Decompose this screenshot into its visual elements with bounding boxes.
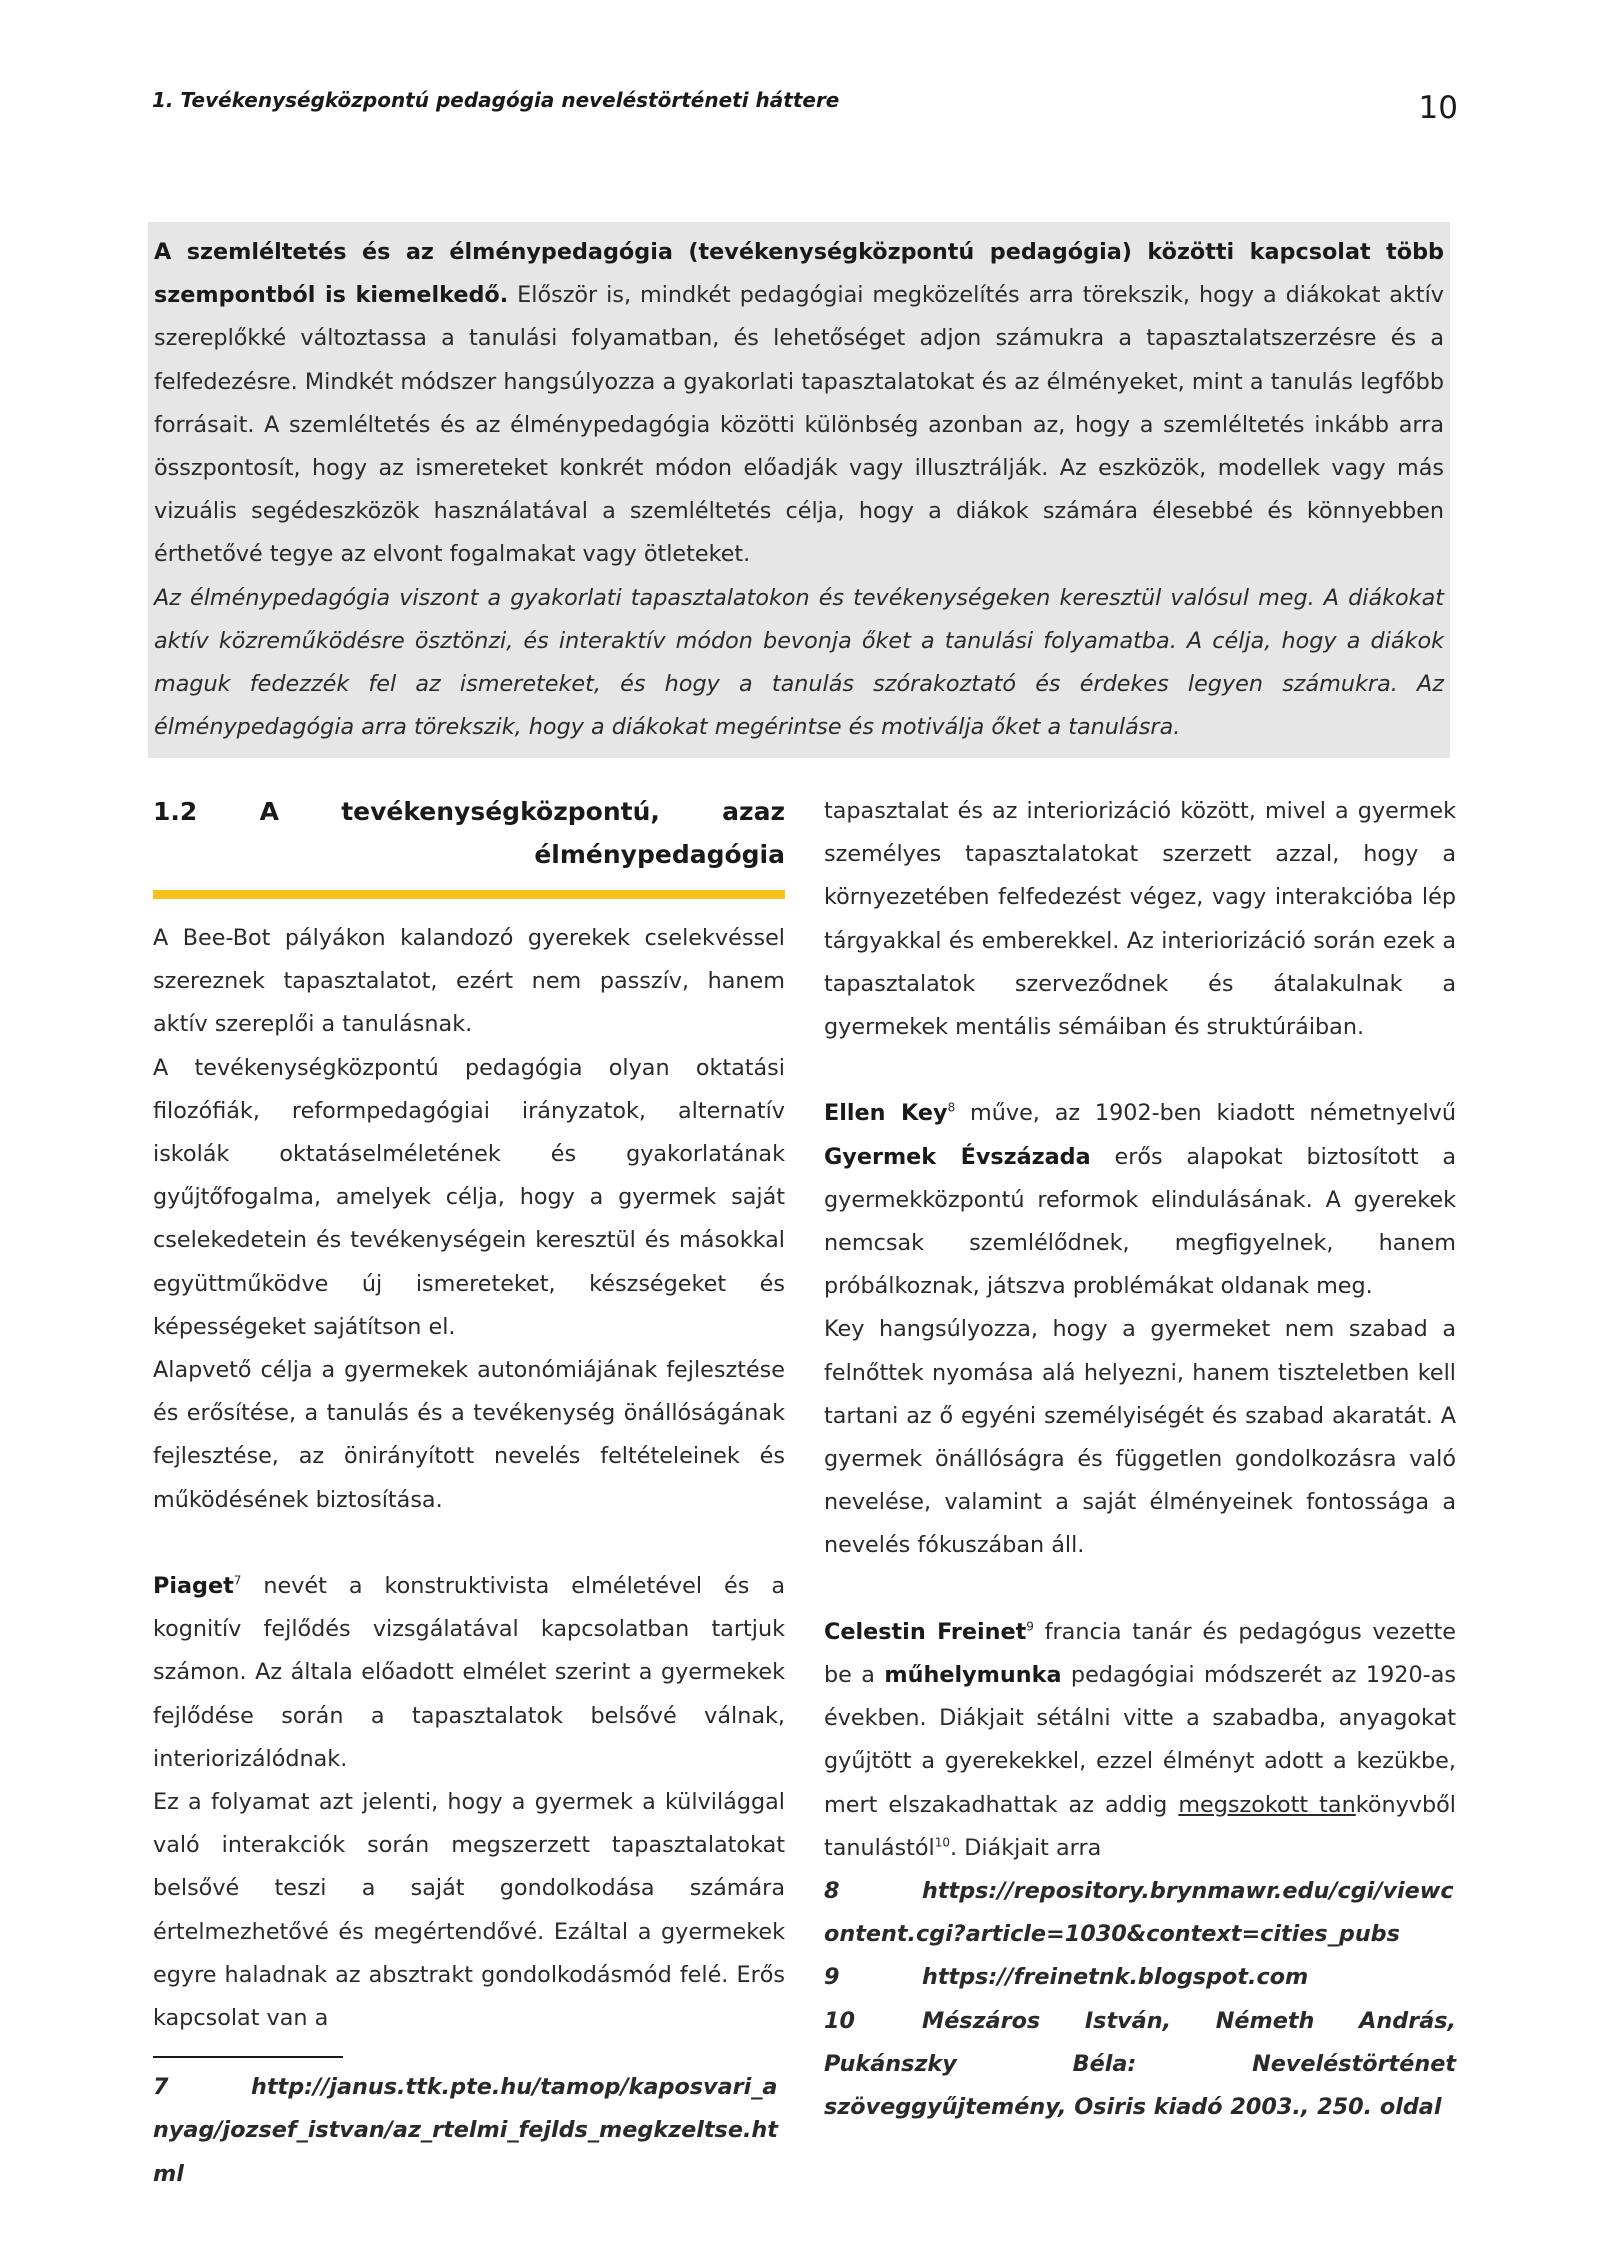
footnote-ref-7: 7: [233, 1573, 242, 1588]
ellen-key-name: Ellen Key: [824, 1100, 948, 1127]
underlined-text: megszokott tan: [1178, 1791, 1356, 1818]
method-name: műhelymunka: [884, 1662, 1062, 1689]
footnote-ref-9: 9: [1026, 1619, 1034, 1634]
right-paragraph-4-text-4: . Diákjait arra: [950, 1834, 1102, 1861]
left-paragraph-5: Ez a folyamat azt jelenti, hogy a gyermek a külvilággal való interakciók során megszerzett tapasztalatokat belsővé teszi a saját gondolkodása számára értelmezhetővé és megértendővé. Ezáltal a gyermekek egyre haladnak az absztrakt gondolkodásmód felé. Erős kapcsolat van a: [153, 1789, 785, 2032]
box-bold-lead: A szemléltetés és az élménypedagógia (tevékenységközpontú pedagógia) közötti kapcsolat több szempontból is kiemelkedő.: [154, 239, 1444, 309]
footnote-10: [824, 2000, 1456, 2130]
left-paragraph-1: A Bee-Bot pályákon kalandozó gyerekek cselekvéssel szereznek tapasztalatot, ezért nem passzív, hanem aktív szereplői a tanulásnak.: [153, 925, 785, 1038]
left-paragraph-4: [153, 1565, 785, 1781]
right-paragraph-2-text: műve, az 1902-ben kiadott németnyelvű: [955, 1100, 1456, 1127]
right-paragraph-2: [824, 1092, 1456, 1308]
right-paragraph-4-text: francia tanár és pedagógus vezette be a: [824, 1618, 1456, 1689]
footnote-8: [824, 1870, 1456, 1956]
left-paragraph-3: Alapvető célja a gyermekek autonómiájának fejlesztése és erősítése, a tanulás és a tevékenység önállóságának fejlesztése, az önirányított nevelés feltételeinek és működésének biztosítása.: [153, 1357, 785, 1513]
footnote-link[interactable]: https://repository.brynmawr.edu/cgi/viewcontent.cgi?article=1030&context=cities_pubs: [824, 1878, 1454, 1948]
box-italic-paragraph: Az élménypedagógia viszont a gyakorlati tapasztalatokon és tevékenységeken keresztül valósul meg. A diákokat aktív közreműködésre ösztönzi, és interaktív módon bevonja őket a tanulási folyamatba. A célja, hogy a diákok maguk fedezzék fel az ismereteket, és hogy a tanulás szórakoztató és érdekes legyen számukra. Az élménypedagógia arra törekszik, hogy a diákokat megérintse és motiválja őket a tanulásra.: [154, 584, 1444, 741]
right-paragraph-4-text-2: pedagógiai módszerét az 1920-as években. Diákjait sétálni vitte a szabadba, anyagokat gyűjtött a gyerekekkel, ezzel élményt adott a kezükbe, mert elszakadhattak az addig: [824, 1662, 1456, 1818]
heading-line2: élménypedagógia: [534, 840, 785, 869]
footnote-number: 8: [824, 1878, 840, 1905]
left-column: [153, 790, 785, 2196]
right-paragraph-4: [824, 1611, 1456, 1870]
left-paragraph-4-text: nevét a konstruktivista elméletével és a kognitív fejlődés vizsgálatával kapcsolatban tartjuk számon. Az általa előadott elmélet szerint a gyermekek fejlődése során a tapasztalatok belsővé válnak, interiorizálódnak.: [153, 1573, 785, 1772]
left-paragraph-2: A tevékenységközpontú pedagógia olyan oktatási filozófiák, reformpedagógiai irányzatok, alternatív iskolák oktatáselméletének és gyakorlatának gyűjtőfogalma, amelyek célja, hogy a gyermek saját cselekedetein és tevékenységein keresztül és másokkal együttműködve új ismereteket, készségeket és képességeket sajátítson el.: [153, 1054, 785, 1340]
right-paragraph-1: tapasztalat és az interiorizáció között, mivel a gyermek személyes tapasztalatokat szerzett azzal, hogy a környezetében felfedezést végez, vagy interakcióba lép tárgyakkal és emberekkel. Az interiorizáció során ezek a tapasztalatok szerveződnek és átalakulnak a gyermekek mentális sémáiban és struktúráiban.: [824, 798, 1456, 1041]
box-paragraph: [154, 231, 1444, 577]
freinet-name: Celestin Freinet: [824, 1618, 1027, 1645]
box-regular-text: Először is, mindkét pedagógiai megközelítés arra törekszik, hogy a diákokat aktív szereplőkké változtassa a tanulási folyamatban, és lehetőséget adjon számukra a tapasztalatszerzésre és a felfedezésre. Mindkét módszer hangsúlyozza a gyakorlati tapasztalatokat és az élményeket, mint a tanulás legfőbb forrásait. A szemléltetés és az élménypedagógia közötti különbség azonban az, hogy a szemléltetés inkább arra összpontosít, hogy az ismereteket konkrét módon előadják vagy illusztrálják. Az eszközök, modellek vagy más vizuális segédeszközök használatával a szemléltetés célja, hogy a diákok számára élesebbé és könnyebben érthetővé tegye az elvont fogalmakat vagy ötleteket.: [154, 282, 1444, 568]
heading-word: tevékenységközpontú,: [341, 797, 660, 826]
footnote-number: 7: [153, 2074, 169, 2101]
page-number: 10: [1418, 90, 1458, 126]
footnote-ref-8: 8: [947, 1100, 956, 1115]
footnote-link[interactable]: http://janus.ttk.pte.hu/tamop/kaposvari_anyag/jozsef_istvan/az_rtelmi_fejlds_megkzeltse.html: [153, 2074, 778, 2187]
right-column: [824, 790, 1456, 2129]
footnote-ref-10: 10: [934, 1835, 951, 1850]
footnote-7: [153, 2066, 785, 2196]
section-heading: [153, 790, 785, 876]
heading-word: azaz: [722, 797, 785, 826]
right-paragraph-3: Key hangsúlyozza, hogy a gyermeket nem szabad a felnőttek nyomása alá helyezni, hanem tiszteletben kell tartani az ő egyéni személyiségét és szabad akaratát. A gyermek önállóságra és független gondolkozásra való nevelése, valamint a saját élményeinek fontossága a nevelés fókuszában áll.: [824, 1316, 1456, 1559]
footnote-number: 10: [824, 2007, 856, 2034]
highlight-box: [148, 222, 1450, 758]
running-title: 1. Tevékenységközpontú pedagógia neveléstörténeti háttere: [152, 88, 840, 112]
footnote-9: [824, 1956, 1456, 1999]
footnote-link[interactable]: https://freinetnk.blogspot.com: [922, 1964, 1309, 1991]
footnote-number: 9: [824, 1964, 840, 1991]
heading-underline-rule: [153, 890, 785, 899]
book-title: Gyermek Évszázada: [824, 1143, 1091, 1170]
right-paragraph-4-text-3: könyvből tanulástól: [824, 1791, 1456, 1861]
footnote-text: Mészáros István, Németh András, Pukánszky Béla: Neveléstörténet szöveggyűjtemény, Osiris kiadó 2003., 250. oldal: [824, 2007, 1456, 2121]
heading-word: A: [259, 797, 279, 826]
heading-number: 1.2: [153, 797, 198, 826]
piaget-name: Piaget: [153, 1573, 234, 1600]
right-footnotes: [824, 1870, 1456, 2129]
footnote-rule: [153, 2056, 343, 2058]
right-paragraph-2-rest: erős alapokat biztosított a gyermekközpontú reformok elindulásának. A gyerekek nemcsak szemlélődnek, megfigyelnek, hanem próbálkoznak, játszva problémákat oldanak meg.: [824, 1143, 1457, 1300]
